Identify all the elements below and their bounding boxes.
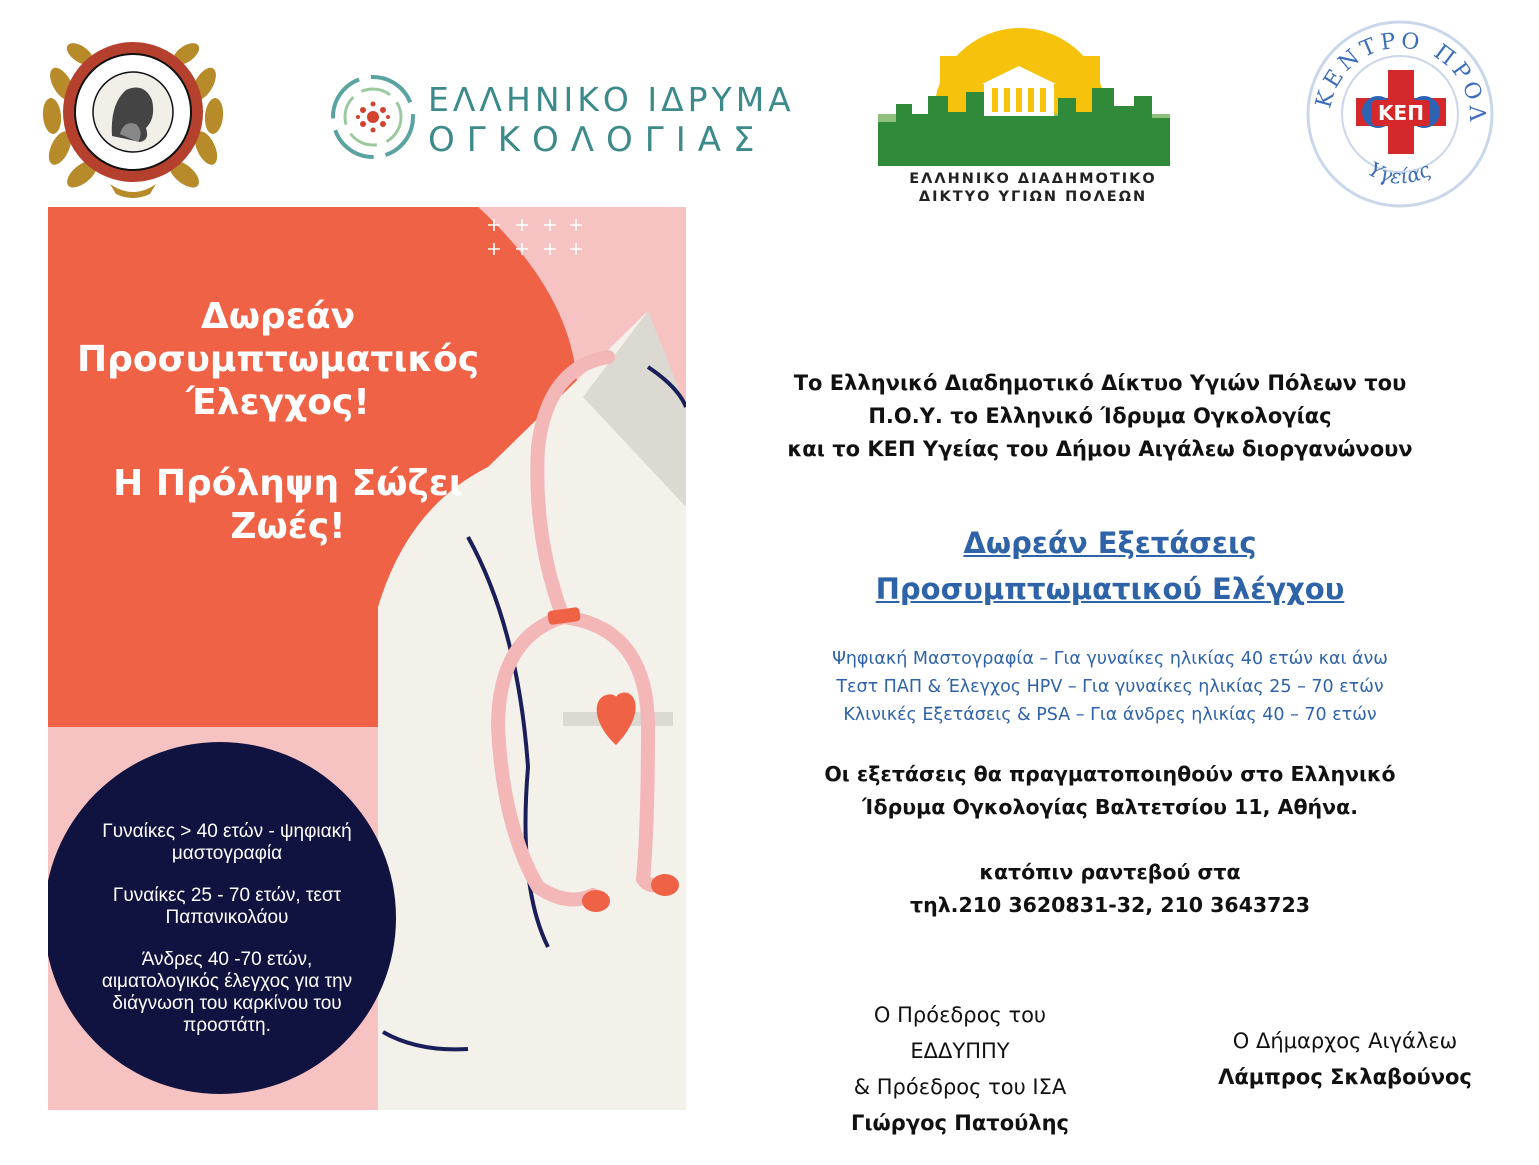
exam-title: Δωρεάν Εξετάσεις Προσυμπτωματικού Ελέγχου — [875, 526, 1345, 606]
municipality-logo — [40, 24, 226, 200]
kep-emblem-icon — [1304, 18, 1496, 210]
poster-title-line: Δωρεάν — [200, 296, 356, 337]
screening-poster — [48, 207, 686, 1110]
location-text: Οι εξετάσεις θα πραγματοποιηθούν στο Ελληνικό Ίδρυμα Ογκολογίας Βαλτετσίου 11, Αθήνα. — [824, 762, 1396, 819]
network-logo-line1: ΕΛΛΗΝΙΚΟ ΔΙΑΔΗΜΟΤΙΚΟ — [909, 171, 1157, 187]
poster-slogan — [68, 462, 508, 548]
exam-list-item: Κλινικές Εξετάσεις & PSA – Για άνδρες ηλικίας 40 – 70 ετών — [843, 705, 1377, 725]
kep-health-logo — [1304, 18, 1496, 210]
signature-name: Λάμπρος Σκλαβούνος — [1218, 1065, 1472, 1089]
network-logo-line2: ΔΙΚΤΥΟ ΥΓΙΩΝ ΠΟΛΕΩΝ — [918, 189, 1148, 205]
city-skyline-sun-icon — [878, 26, 1178, 166]
exam-list — [760, 645, 1460, 729]
poster-title-line: Έλεγχος! — [186, 382, 370, 423]
laurel-wreath-icon — [40, 24, 226, 200]
signature-mayor: Ο Δήμαρχος Αιγάλεω Λάμπρος Σκλαβούνος — [1180, 1023, 1510, 1095]
healthy-cities-network-logo — [878, 26, 1178, 212]
oncology-logo-line1: ΕΛΛΗΝΙΚΟ ΙΔΡΥΜΑ — [428, 80, 795, 119]
circle-item-mammography: Γυναίκες > 40 ετών - ψηφιακή μαστογραφία — [102, 821, 352, 864]
kep-bottom-text: Υγείας — [1364, 156, 1435, 189]
circle-item-prostate: Άνδρες 40 -70 ετών, αιματολογικός έλεγχος για την διάγνωση του καρκίνου του προστάτη. — [101, 949, 353, 1036]
oncology-emblem-icon — [328, 72, 418, 162]
poster-title-line: Προσυμπτωματικός — [76, 339, 480, 380]
oncology-foundation-logo — [328, 72, 795, 168]
kep-badge-text: ΚΕΠ — [1378, 101, 1424, 125]
poster-slogan-line: Η Πρόληψη Σώζει — [113, 463, 463, 504]
exam-list-item: Τεστ ΠΑΠ & Έλεγχος HPV – Για γυναίκες ηλικίας 25 – 70 ετών — [836, 677, 1384, 697]
poster-slogan-line: Ζωές! — [230, 506, 346, 547]
poster-title — [48, 295, 508, 424]
exam-list-item: Ψηφιακή Μαστογραφία – Για γυναίκες ηλικίας 40 ετών και άνω — [832, 649, 1388, 669]
intro-paragraph: Το Ελληνικό Διαδημοτικό Δίκτυο Υγιών Πόλεων του Π.Ο.Υ. το Ελληνικό Ίδρυμα Ογκολογίας και το ΚΕΠ Υγείας του Δήμου Αιγάλεω διοργανώνουν — [787, 371, 1413, 461]
signature-name: Γιώργος Πατούλης — [850, 1111, 1070, 1135]
circle-item-pap-test: Γυναίκες 25 - 70 ετών, τεστ Παπανικολάου — [112, 885, 342, 928]
signature-president: Ο Πρόεδρος του ΕΔΔΥΠΠΥ & Πρόεδρος του ΙΣΑ Γιώργος Πατούλης — [790, 997, 1130, 1141]
oncology-logo-line2: ΟΓΚΟΛΟΓΙΑΣ — [428, 120, 767, 160]
kep-ring-text: ΚΕΝΤΡΟ ΠΡΟΛ — [1311, 28, 1490, 126]
appointment-text: κατόπιν ραντεβού στα τηλ.210 3620831-32, 210 3643723 — [910, 860, 1310, 917]
